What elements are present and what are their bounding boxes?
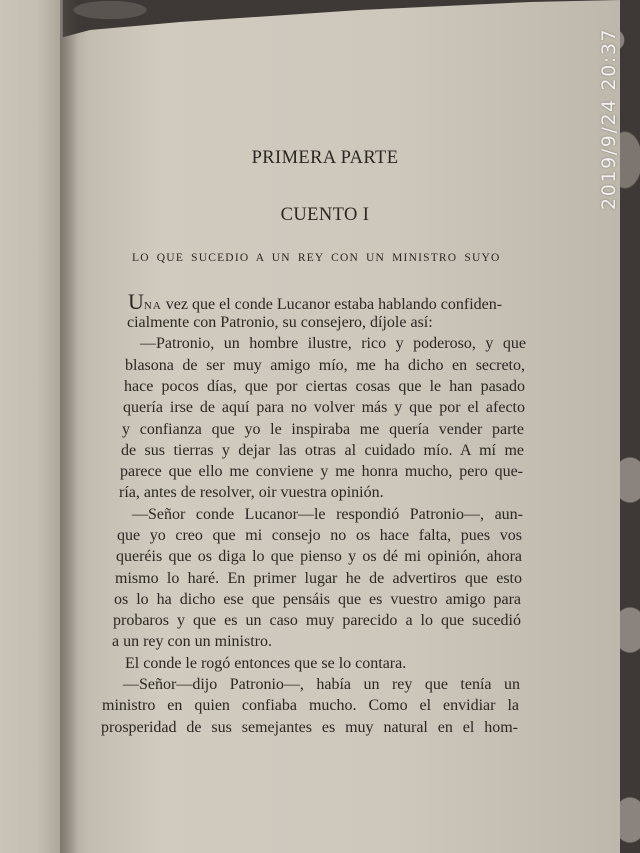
chapter-heading: CUENTO I xyxy=(280,205,370,225)
text-line: mismo lo haré. En primer lugar he de advertiros que esto xyxy=(115,570,522,587)
small-caps: NA xyxy=(143,300,162,312)
drop-cap: U xyxy=(128,289,144,314)
text-line: El conde le rogó entonces que se lo contara. xyxy=(125,655,407,672)
text-line: queréis que os diga lo que pienso y os dé mi opinión, ahora xyxy=(116,548,522,565)
part-heading: PRIMERA PARTE xyxy=(251,148,399,168)
text-line: cialmente con Patronio, su consejero, díjole así: xyxy=(127,314,433,331)
text-line: de sus tierras y dejar las otras al cuidado mío. A mí me xyxy=(121,442,524,459)
chapter-title: LO QUE SUCEDIO A UN REY CON UN MINISTRO SUYO xyxy=(132,252,501,264)
text-line: que yo creo que mi consejo no os hace falta, pues vos xyxy=(117,527,522,544)
text-line: a un rey con un ministro. xyxy=(112,633,272,650)
text-line: parece que ello me conviene y me honra mucho, pero que- xyxy=(120,463,523,480)
text-line: ministro en quien confiaba mucho. Como el envidiar la xyxy=(102,697,519,714)
text-line: blasona de ser muy amigo mío, me ha dicho en secreto, xyxy=(125,357,525,374)
text-line: —Patronio, un hombre ilustre, rico y poderoso, y que xyxy=(140,335,526,352)
text-line: —Señor conde Lucanor—le respondió Patronio—, aun- xyxy=(132,506,523,523)
text-line: probaros y que es un caso muy parecido a lo que sucedió xyxy=(113,612,521,629)
text-line: hace pocos días, que por ciertas cosas que le han pasado xyxy=(124,378,525,395)
text-line: y confianza que yo le inspiraba me quería vender parte xyxy=(122,421,524,438)
text-line: UNA vez que el conde Lucanor estaba hablando confiden- xyxy=(128,289,503,314)
text-line: —Señor—dijo Patronio—, había un rey que tenía un xyxy=(123,676,520,693)
text-line: os lo ha dicho ese que pensáis que es vuestro amigo para xyxy=(114,591,521,608)
text-line: prosperidad de sus semejantes es muy natural en el hom- xyxy=(101,719,518,736)
photo-timestamp: 2019/9/24 20:37 xyxy=(598,27,620,210)
text-line: ría, antes de resolver, oir vuestra opinión. xyxy=(119,484,384,501)
text-line: quería irse de aquí para no volver más y que por el afecto xyxy=(123,399,525,416)
